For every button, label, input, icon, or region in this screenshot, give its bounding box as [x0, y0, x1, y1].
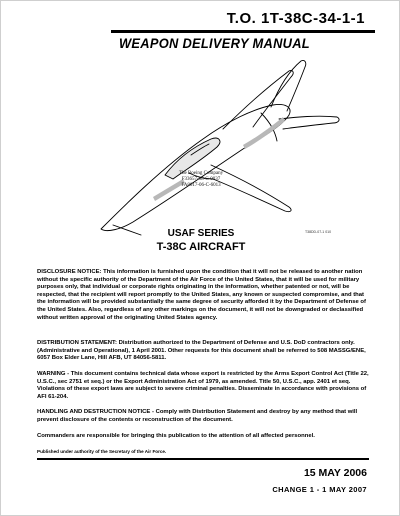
- export-warning: WARNING - This document contains technical data whose export is restricted by the Arms Export Control Act (Title 22, U.S.C., sec 2751 et seq.) or the Export Administration Act of 1979, as amended. Title 50, U.S.C., app. 2401 et seq. Violations of these export laws are subject to severe criminal penalties. Disseminate in accordance with provisions of AFI 61-204.: [37, 371, 369, 400]
- title-rule: [111, 30, 375, 33]
- disclosure-notice: DISCLOSURE NOTICE: This information is furnished upon the condition that it will not be released to another nation without the specific authority of the Department of the Air Force of the United States, that it will be used for military purposes only, that individual or corporate rights originating in the information, whether patented or not, will be respected, that the recipient will report promptly to the United States, any known or suspected compromise, and that the information will be provided substantially the same degree of security afforded it by the Department of Defense of the United States. Also, regardless of any other markings on the document, it will not be downgraded or declassified without written approval of the originating United States agency.: [37, 269, 366, 321]
- fuselage-outline: [101, 104, 290, 230]
- distribution-statement: DISTRIBUTION STATEMENT: Distribution authorized to the Department of Defense and U.S. DoD contractors only. (Administrative and Operational), 1 April 2001. Other requests for this document shall be referred to 508 MASSG/ENE, 6057 Box Elder Lane, Hill AFB, UT 84056-5811.: [37, 340, 366, 362]
- change-notice: CHANGE 1 - 1 MAY 2007: [272, 485, 367, 494]
- contract-number-2: FA8617-06-C-6013: [181, 183, 221, 188]
- vertical-tail-outline: [271, 60, 306, 111]
- t38c-aircraft-illustration: [93, 57, 343, 237]
- contract-number-1: F33657-98-C-0037: [181, 177, 221, 182]
- figure-code: T38DD-07-1 010: [305, 230, 332, 234]
- commanders-notice: Commanders are responsible for bringing this publication to the attention of all affected personnel.: [37, 433, 315, 439]
- series-designation: USAF SERIES: [167, 228, 235, 239]
- bottom-rule: [37, 458, 369, 460]
- to-number: T.O. 1T-38C-34-1-1: [226, 10, 365, 27]
- handling-destruction-notice: HANDLING AND DESTRUCTION NOTICE - Comply with Distribution Statement and destroy by any method that will prevent disclosure of the contents or reconstruction of the document.: [37, 409, 358, 423]
- published-authority: Published under authority of the Secretary of the Air Force.: [37, 449, 167, 454]
- horizontal-stabilizer-outline: [279, 116, 339, 129]
- manual-title: WEAPON DELIVERY MANUAL: [119, 35, 310, 51]
- publication-date: 15 MAY 2006: [303, 467, 367, 479]
- contract-block: [1, 171, 400, 189]
- contractor-name: The Boeing Company: [178, 171, 224, 176]
- aircraft-designation: T-38C AIRCRAFT: [156, 241, 246, 253]
